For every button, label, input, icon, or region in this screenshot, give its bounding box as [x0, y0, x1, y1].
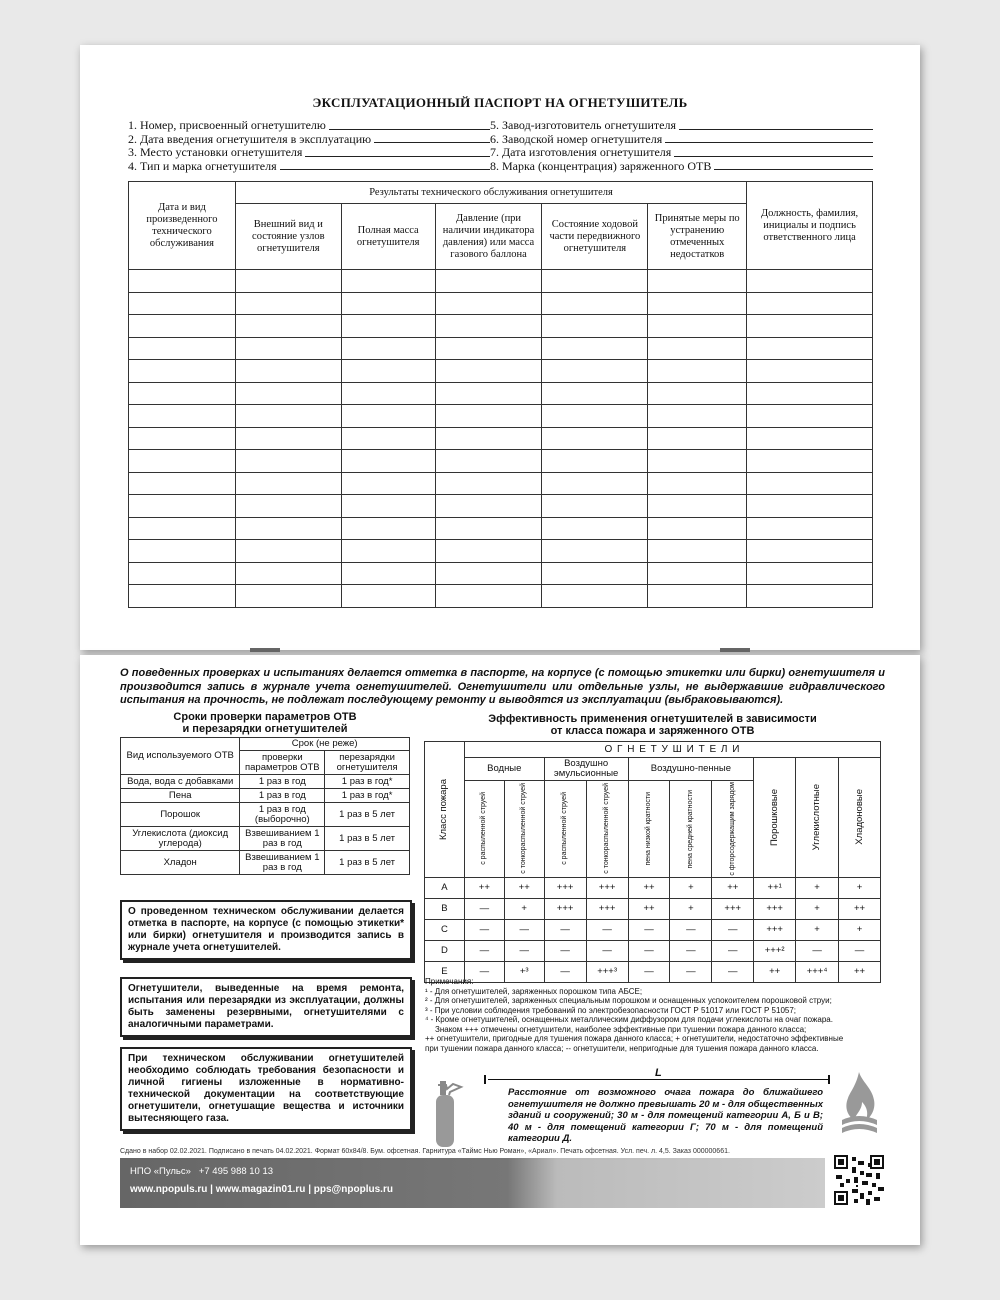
- log-cell[interactable]: [341, 292, 435, 315]
- rating-cell: —: [628, 919, 670, 940]
- col-co2: Углекислотные: [796, 758, 839, 878]
- log-cell[interactable]: [235, 292, 341, 315]
- rating-cell: —: [712, 919, 754, 940]
- rating-cell: —: [670, 919, 712, 940]
- log-row[interactable]: [129, 292, 873, 315]
- rating-cell: +++: [586, 877, 628, 898]
- log-cell[interactable]: [747, 562, 873, 585]
- log-cell[interactable]: [129, 495, 236, 518]
- log-row[interactable]: [129, 270, 873, 293]
- log-cell[interactable]: [648, 360, 747, 383]
- log-cell[interactable]: [747, 337, 873, 360]
- company-phone: +7 495 988 10 13: [198, 1166, 274, 1177]
- col-fire-class: Класс пожара: [425, 742, 465, 878]
- table-row: Хладон Взвешиванием 1 раз в год 1 раз в 5 лет: [121, 851, 410, 875]
- log-cell[interactable]: [129, 382, 236, 405]
- log-cell[interactable]: [542, 292, 648, 315]
- log-cell[interactable]: [542, 382, 648, 405]
- log-cell[interactable]: [235, 562, 341, 585]
- fields-left: [128, 119, 490, 173]
- log-cell[interactable]: [435, 337, 542, 360]
- log-cell[interactable]: [435, 585, 542, 608]
- fold-mark: [250, 648, 280, 652]
- rating-cell: —: [628, 961, 670, 982]
- log-cell[interactable]: [648, 585, 747, 608]
- rating-cell: ++: [504, 877, 544, 898]
- log-cell[interactable]: [648, 382, 747, 405]
- rating-cell: —: [712, 961, 754, 982]
- log-cell[interactable]: [341, 315, 435, 338]
- log-cell[interactable]: [648, 337, 747, 360]
- log-cell[interactable]: [648, 472, 747, 495]
- log-cell[interactable]: [235, 405, 341, 428]
- log-cell[interactable]: [341, 427, 435, 450]
- log-cell[interactable]: [542, 315, 648, 338]
- rating-cell: ++: [839, 961, 881, 982]
- log-cell[interactable]: [129, 562, 236, 585]
- sub-header: с фторсодержащим зарядом: [712, 781, 754, 878]
- log-cell[interactable]: [747, 292, 873, 315]
- rating-cell: ++¹: [754, 877, 796, 898]
- schedule-title: Сроки проверки параметров ОТВ и перезарядки огнетушителей: [173, 711, 357, 735]
- rating-cell: +++: [754, 898, 796, 919]
- rating-cell: —: [712, 940, 754, 961]
- fire-class-cell: B: [425, 898, 465, 919]
- footer-bar: [120, 1158, 825, 1208]
- log-cell[interactable]: [747, 517, 873, 540]
- log-cell[interactable]: [235, 540, 341, 563]
- log-cell[interactable]: [341, 495, 435, 518]
- log-cell[interactable]: [747, 495, 873, 518]
- log-cell[interactable]: [435, 382, 542, 405]
- log-row[interactable]: [129, 472, 873, 495]
- log-cell[interactable]: [542, 450, 648, 473]
- log-cell[interactable]: [747, 540, 873, 563]
- col-powder: Порошковые: [754, 758, 796, 878]
- col-person: Должность, фамилия, инициалы и подпись ответственного лица: [747, 182, 873, 270]
- log-cell[interactable]: [747, 315, 873, 338]
- rating-cell: ++: [628, 898, 670, 919]
- log-cell[interactable]: [542, 517, 648, 540]
- log-cell[interactable]: [435, 405, 542, 428]
- company-name: НПО «Пульс»: [130, 1166, 191, 1177]
- fire-class-cell: D: [425, 940, 465, 961]
- log-cell[interactable]: [129, 585, 236, 608]
- log-cell[interactable]: [747, 270, 873, 293]
- log-cell[interactable]: [235, 360, 341, 383]
- group-results: Результаты технического обслуживания огнетушителя: [235, 182, 746, 204]
- schedule-table: [120, 737, 410, 875]
- effectiveness-title: Эффективность применения огнетушителей в зависимости от класса пожара и заряженного ОТВ: [488, 713, 817, 737]
- log-cell[interactable]: [235, 427, 341, 450]
- log-cell[interactable]: [129, 450, 236, 473]
- log-cell[interactable]: [129, 292, 236, 315]
- log-row[interactable]: [129, 427, 873, 450]
- log-cell[interactable]: [129, 337, 236, 360]
- log-row[interactable]: [129, 585, 873, 608]
- field-row[interactable]: 3. Место установки огнетушителя: [128, 146, 490, 160]
- log-cell[interactable]: [435, 270, 542, 293]
- fields-right: [490, 119, 873, 173]
- log-cell[interactable]: [341, 337, 435, 360]
- log-cell[interactable]: [341, 472, 435, 495]
- log-cell[interactable]: [341, 517, 435, 540]
- log-cell[interactable]: [235, 517, 341, 540]
- rating-cell: +++: [586, 898, 628, 919]
- rating-cell: —: [504, 919, 544, 940]
- rating-cell: +++: [754, 919, 796, 940]
- log-cell[interactable]: [129, 540, 236, 563]
- log-cell[interactable]: [542, 540, 648, 563]
- group-water: Водные: [464, 758, 544, 781]
- rating-cell: +++: [712, 898, 754, 919]
- col-date: Дата и вид произведенного технического обслуживания: [129, 182, 236, 270]
- log-cell[interactable]: [341, 382, 435, 405]
- effectiveness-table: [424, 741, 881, 983]
- log-cell[interactable]: [235, 585, 341, 608]
- passport-sheet: [80, 45, 920, 650]
- fire-class-cell: A: [425, 877, 465, 898]
- sub-header: пена средней кратности: [670, 781, 712, 878]
- log-row[interactable]: [129, 360, 873, 383]
- distance-text: Расстояние от возможного очага пожара до ближайшего огнетушителя не должно превышать 20 м - для общественных зданий и сооружений; 30 м - для помещений категории А, Б и В; 40 м - для помещений категории Г; 70 м - для помещений категории Д.: [508, 1087, 823, 1144]
- group-air-foam: Воздушно-пенные: [628, 758, 754, 781]
- log-cell[interactable]: [129, 472, 236, 495]
- sub-header: с тонкораспыленной струей: [504, 781, 544, 878]
- rating-cell: +++²: [754, 940, 796, 961]
- col-appearance: Внешний вид и состояние узлов огнетушителя: [235, 204, 341, 270]
- table-row: Порошок 1 раз в год (выборочно) 1 раз в 5 лет: [121, 803, 410, 827]
- log-row[interactable]: [129, 382, 873, 405]
- log-cell[interactable]: [129, 517, 236, 540]
- log-cell[interactable]: [648, 270, 747, 293]
- log-cell[interactable]: [542, 337, 648, 360]
- log-cell[interactable]: [129, 360, 236, 383]
- log-cell[interactable]: [235, 472, 341, 495]
- rating-cell: +: [796, 919, 839, 940]
- fire-icon: [832, 1070, 887, 1140]
- log-row[interactable]: [129, 450, 873, 473]
- log-row[interactable]: [129, 540, 873, 563]
- sub-header: с распыленной струей: [544, 781, 586, 878]
- distance-arrow: [488, 1079, 828, 1080]
- rating-cell: +++: [544, 877, 586, 898]
- rating-cell: —: [504, 940, 544, 961]
- rating-cell: —: [628, 940, 670, 961]
- log-cell[interactable]: [435, 427, 542, 450]
- log-row[interactable]: [129, 517, 873, 540]
- print-info: Сдано в набор 02.02.2021. Подписано в печать 04.02.2021. Формат 60х84/8. Бум. офсетная. Гарнитура «Таймс Нью Роман», «Ариал». Печать офсетная. Усл. печ. л. 4,5. Заказ 000000661.: [120, 1148, 730, 1155]
- table-row: [425, 877, 881, 898]
- log-cell[interactable]: [648, 427, 747, 450]
- log-cell[interactable]: [747, 472, 873, 495]
- log-cell[interactable]: [435, 472, 542, 495]
- rating-cell: —: [586, 940, 628, 961]
- notes: Примечания: ¹ - Для огнетушителей, заряженных порошком типа АБСЕ; ² - Для огнетушителей, заряженных специальным порошком и оснащенных успокоителем порошковой струи; ³ - При условии соблюдения требований по электробезопасности ГОСТ Р 51017 или ГОСТ Р 51057; ⁴ - Кроме огнетушителей, оснащенных металлическим диффузором для подачи углекислоты на очаг пожара. Знаком +++ отмечены огнетушители, наиболее эффективные при тушении пожара данного класса; ++ огнетушители, пригодные для тушения пожара данного класса; + огнетушители, недостаточно эффективные при тушении пожара данного класса; -- огнетушители, непригодные для тушения пожара данного класса.: [425, 977, 844, 1053]
- rating-cell: +³: [504, 961, 544, 982]
- rating-cell: +++³: [586, 961, 628, 982]
- log-cell[interactable]: [747, 450, 873, 473]
- log-cell[interactable]: [341, 360, 435, 383]
- log-cell[interactable]: [435, 540, 542, 563]
- log-cell[interactable]: [235, 315, 341, 338]
- log-cell[interactable]: [542, 472, 648, 495]
- rating-cell: —: [670, 940, 712, 961]
- log-cell[interactable]: [435, 315, 542, 338]
- log-cell[interactable]: [648, 562, 747, 585]
- col-term: Срок (не реже): [240, 738, 410, 751]
- log-cell[interactable]: [341, 405, 435, 428]
- log-cell[interactable]: [648, 450, 747, 473]
- log-cell[interactable]: [542, 405, 648, 428]
- table-row: [425, 940, 881, 961]
- log-cell[interactable]: [542, 495, 648, 518]
- log-cell[interactable]: [435, 517, 542, 540]
- table-row: [425, 919, 881, 940]
- rating-cell: —: [464, 940, 504, 961]
- footer-links[interactable]: www.npopuls.ru | www.magazin01.ru | pps@npoplus.ru: [130, 1184, 393, 1195]
- log-cell[interactable]: [435, 292, 542, 315]
- log-cell[interactable]: [341, 585, 435, 608]
- distance-label: L: [652, 1067, 665, 1079]
- log-cell[interactable]: [542, 270, 648, 293]
- rating-cell: —: [670, 961, 712, 982]
- log-cell[interactable]: [648, 315, 747, 338]
- col-type: Вид используемого ОТВ: [121, 738, 240, 775]
- log-cell[interactable]: [747, 360, 873, 383]
- log-cell[interactable]: [435, 562, 542, 585]
- qr-code-icon: [834, 1155, 884, 1205]
- rating-cell: +: [504, 898, 544, 919]
- col-measures: Принятые меры по устранению отмеченных недостатков: [648, 204, 747, 270]
- rating-cell: +: [796, 898, 839, 919]
- rating-cell: +++: [544, 898, 586, 919]
- log-cell[interactable]: [235, 495, 341, 518]
- log-cell[interactable]: [235, 450, 341, 473]
- table-row: Углекислота (диоксид углерода) Взвешиванием 1 раз в год 1 раз в 5 лет: [121, 827, 410, 851]
- log-cell[interactable]: [648, 292, 747, 315]
- field-row[interactable]: 5. Завод-изготовитель огнетушителя: [490, 119, 873, 133]
- rating-cell: —: [464, 919, 504, 940]
- field-row[interactable]: 8. Марка (концентрация) заряженного ОТВ: [490, 160, 873, 174]
- log-cell[interactable]: [648, 405, 747, 428]
- rating-cell: +: [796, 877, 839, 898]
- maintenance-log-table: [128, 181, 873, 608]
- rating-cell: +: [670, 898, 712, 919]
- rating-cell: —: [464, 898, 504, 919]
- fire-class-cell: C: [425, 919, 465, 940]
- log-cell[interactable]: [235, 270, 341, 293]
- field-row[interactable]: 1. Номер, присвоенный огнетушителю: [128, 119, 490, 133]
- rating-cell: —: [464, 961, 504, 982]
- field-row[interactable]: 6. Заводской номер огнетушителя: [490, 133, 873, 147]
- log-cell[interactable]: [341, 562, 435, 585]
- rating-cell: ++: [839, 898, 881, 919]
- log-cell[interactable]: [747, 405, 873, 428]
- passport-title: ЭКСПЛУАТАЦИОННЫЙ ПАСПОРТ НА ОГНЕТУШИТЕЛЬ: [312, 95, 688, 110]
- log-cell[interactable]: [129, 270, 236, 293]
- safety-note-box: При техническом обслуживании огнетушителей необходимо соблюдать требования безопасности и личной гигиены изложенные в нормативно-технической документации на соответствующие огнетушители, огнетушащие вещества и источники вытесняющего газа.: [120, 1047, 412, 1131]
- maintenance-note-box: О проведенном техническом обслуживании делается отметка в паспорте, на корпусе (с помощью этикетки* или бирки) огнетушителя и производится запись в журнале учета огнетушителей.: [120, 900, 412, 960]
- log-cell[interactable]: [129, 315, 236, 338]
- table-row: Вода, вода с добавками 1 раз в год 1 раз в год*: [121, 775, 410, 789]
- log-cell[interactable]: [648, 495, 747, 518]
- rating-cell: +: [839, 919, 881, 940]
- log-cell[interactable]: [435, 495, 542, 518]
- rating-cell: —: [544, 940, 586, 961]
- col-chassis: Состояние ходовой части передвижного огнетушителя: [542, 204, 648, 270]
- log-cell[interactable]: [542, 427, 648, 450]
- log-cell[interactable]: [542, 562, 648, 585]
- field-row[interactable]: 2. Дата введения огнетушителя в эксплуатацию: [128, 133, 490, 147]
- log-cell[interactable]: [542, 360, 648, 383]
- log-cell[interactable]: [747, 382, 873, 405]
- rating-cell: —: [839, 940, 881, 961]
- log-row[interactable]: [129, 315, 873, 338]
- log-cell[interactable]: [435, 450, 542, 473]
- fold-mark: [720, 648, 750, 652]
- table-row: [425, 898, 881, 919]
- log-cell[interactable]: [129, 427, 236, 450]
- log-cell[interactable]: [341, 450, 435, 473]
- col-check: проверки параметров ОТВ: [240, 751, 325, 775]
- log-cell[interactable]: [542, 585, 648, 608]
- rating-cell: ++: [464, 877, 504, 898]
- log-cell[interactable]: [435, 360, 542, 383]
- col-mass: Полная масса огнетушителя: [341, 204, 435, 270]
- group-extinguishers: О Г Н Е Т У Ш И Т Е Л И: [464, 742, 880, 758]
- rating-cell: ++: [712, 877, 754, 898]
- col-pressure: Давление (при наличии индикатора давления) или масса газового баллона: [435, 204, 542, 270]
- rating-cell: ++: [754, 961, 796, 982]
- log-cell[interactable]: [341, 540, 435, 563]
- log-cell[interactable]: [747, 585, 873, 608]
- table-row: Пена 1 раз в год 1 раз в год*: [121, 789, 410, 803]
- rating-cell: —: [544, 961, 586, 982]
- rating-cell: ++: [628, 877, 670, 898]
- log-cell[interactable]: [129, 405, 236, 428]
- replacement-note-box: Огнетушители, выведенные на время ремонта, испытания или перезарядки из эксплуатации, должны быть заменены резервными, огнетушителями с аналогичными параметрами.: [120, 977, 412, 1037]
- rating-cell: +++⁴: [796, 961, 839, 982]
- log-cell[interactable]: [235, 382, 341, 405]
- field-row[interactable]: 4. Тип и марка огнетушителя: [128, 160, 490, 174]
- col-halon: Хладоновые: [839, 758, 881, 878]
- sub-header: с тонкораспыленной струей: [586, 781, 628, 878]
- fire-class-cell: E: [425, 961, 465, 982]
- log-cell[interactable]: [648, 517, 747, 540]
- log-row[interactable]: [129, 405, 873, 428]
- log-cell[interactable]: [648, 540, 747, 563]
- rating-cell: —: [796, 940, 839, 961]
- rating-cell: +: [670, 877, 712, 898]
- log-row[interactable]: [129, 495, 873, 518]
- log-cell[interactable]: [235, 337, 341, 360]
- log-row[interactable]: [129, 562, 873, 585]
- intro-text: О поведенных проверках и испытаниях делается отметка в паспорте, на корпусе (с помощью этикетки или бирки) огнетушителя и производится запись в журнале учета огнетушителей. Огнетушители или отдельные узлы, не выдержавшие гидравлического испытания на прочность, не подлежат последующему ремонту и выводятся из эксплуатации (выбраковываются).: [120, 667, 885, 706]
- log-row[interactable]: [129, 337, 873, 360]
- sub-header: пена низкой кратности: [628, 781, 670, 878]
- sub-header: с распыленной струей: [464, 781, 504, 878]
- rating-cell: +: [839, 877, 881, 898]
- group-air-emulsion: Воздушно эмульсионные: [544, 758, 628, 781]
- rating-cell: —: [544, 919, 586, 940]
- field-row[interactable]: 7. Дата изготовления огнетушителя: [490, 146, 873, 160]
- log-cell[interactable]: [341, 270, 435, 293]
- col-recharge: перезарядки огнетушителя: [325, 751, 410, 775]
- extinguisher-icon: [420, 1075, 470, 1150]
- rating-cell: —: [586, 919, 628, 940]
- log-cell[interactable]: [747, 427, 873, 450]
- instructions-sheet: [80, 655, 920, 1245]
